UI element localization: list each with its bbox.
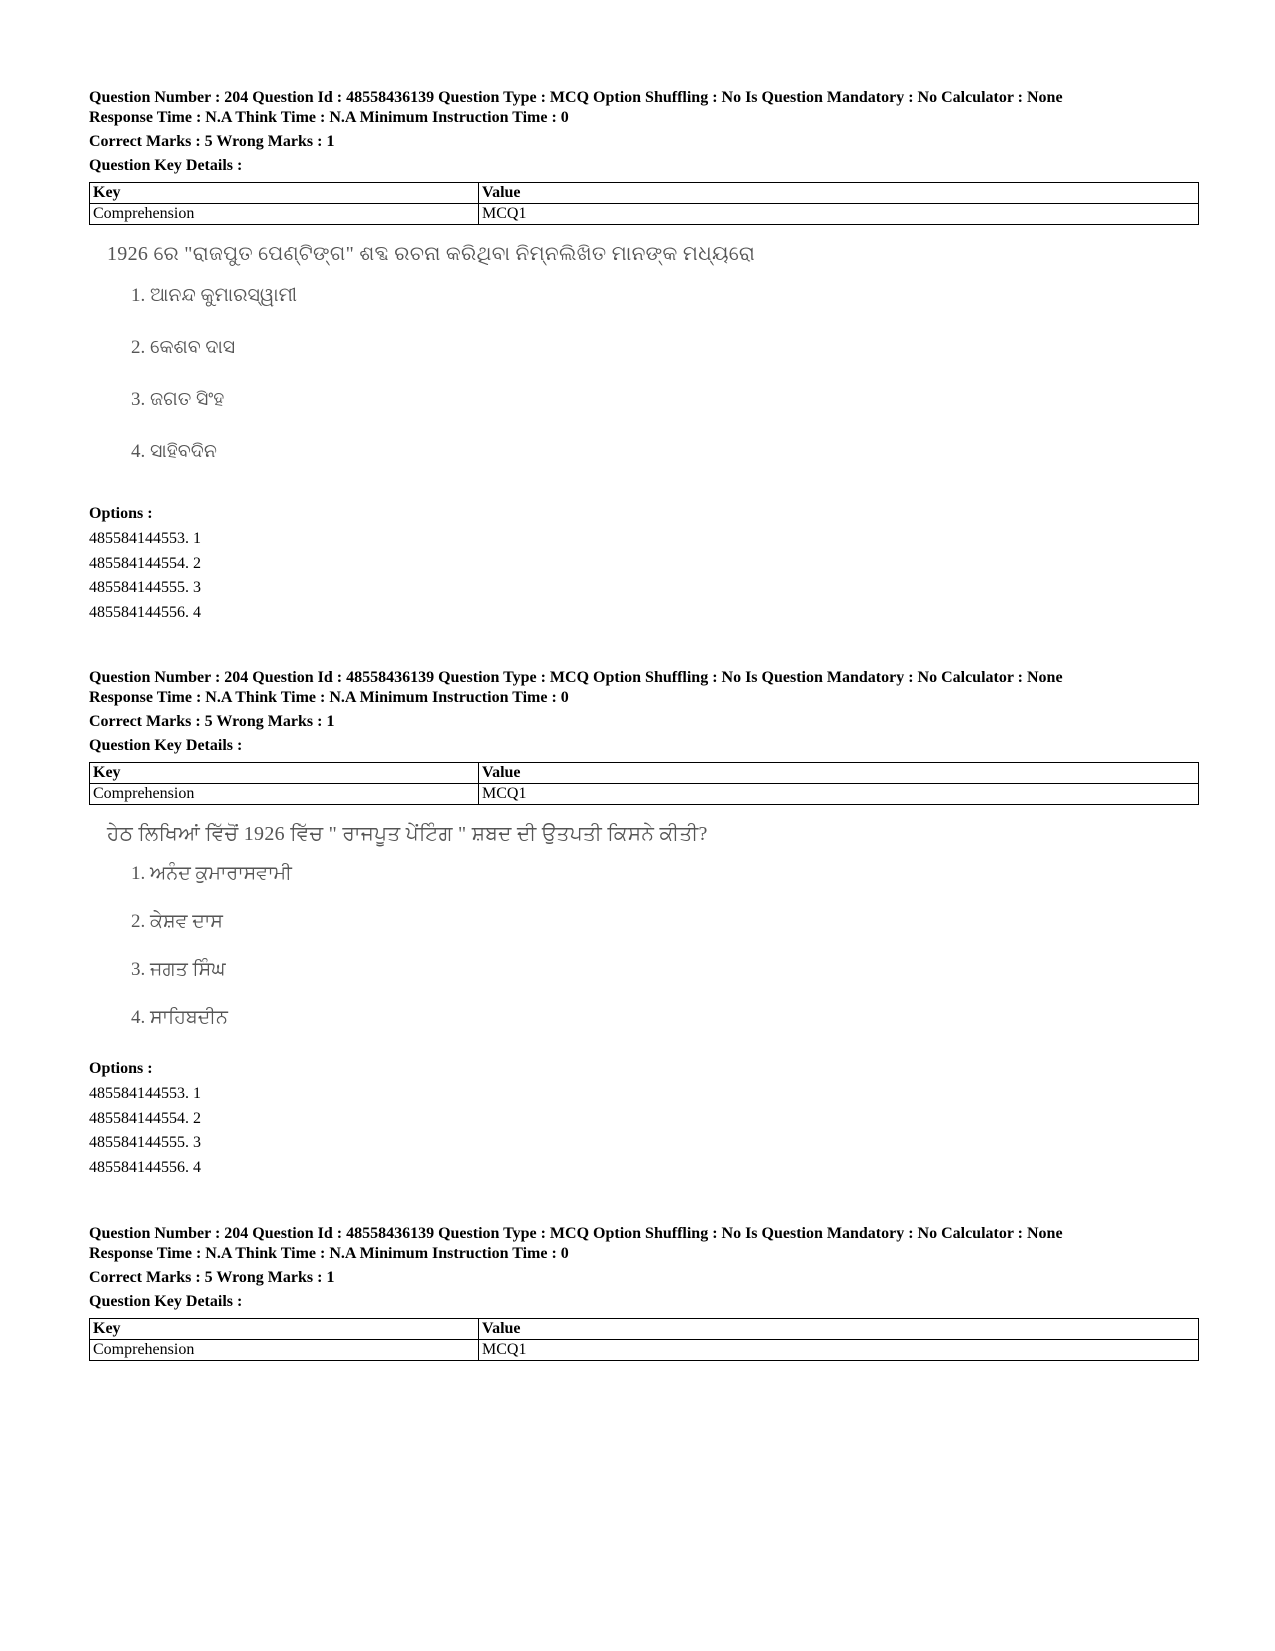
key-details-label: Question Key Details : xyxy=(89,157,243,174)
table-header-value: Value xyxy=(479,183,1199,204)
choice-1: 1. ଆନନ୍ଦ କୁମାରସ୍ୱାମୀ xyxy=(131,285,297,306)
table-header-key: Key xyxy=(90,183,479,204)
choice-3: 3. ଜଗତ ସିଂହ xyxy=(131,389,225,410)
table-row xyxy=(90,1340,1199,1361)
question-header-line2: Response Time : N.A Think Time : N.A Minimum Instruction Time : 0 xyxy=(89,109,569,126)
key-details-label: Question Key Details : xyxy=(89,1293,243,1310)
table-header-value: Value xyxy=(479,763,1199,784)
options-section-2 xyxy=(89,1059,1199,1180)
option-line: 485584144555. 3 xyxy=(89,1134,201,1151)
key-details-table xyxy=(89,762,1199,805)
option-line: 485584144555. 3 xyxy=(89,579,201,596)
option-line: 485584144556. 4 xyxy=(89,603,201,621)
options-label: Options : xyxy=(89,1060,153,1077)
option-line: 485584144554. 2 xyxy=(89,1109,201,1127)
option-line: 485584144556. 4 xyxy=(89,1158,201,1176)
choice-4: 4. ਸਾਹਿਬਦੀਨ xyxy=(131,1007,228,1028)
key-details-table xyxy=(89,1318,1199,1361)
marks-line: Correct Marks : 5 Wrong Marks : 1 xyxy=(89,133,335,150)
key-details-label: Question Key Details : xyxy=(89,737,243,754)
question-header-line1: Question Number : 204 Question Id : 48558436139 Question Type : MCQ Option Shuffling : No Is Question Mandatory : No Calculator : None xyxy=(89,89,1063,106)
question-header-line1: Question Number : 204 Question Id : 48558436139 Question Type : MCQ Option Shuffling : No Is Question Mandatory : No Calculator : None xyxy=(89,1225,1063,1242)
table-cell-value: MCQ1 xyxy=(479,204,1199,225)
question-text: ਹੇਠ ਲਿਖਿਆਂ ਵਿੱਚੋਂ 1926 ਵਿੱਚ " ਰਾਜਪੂਤ ਪੇਂਟਿੰਗ " ਸ਼ਬਦ ਦੀ ਉਤਪਤੀ ਕਿਸਨੇ ਕੀਤੀ? xyxy=(107,823,708,845)
question-image xyxy=(89,823,1199,1047)
marks-line: Correct Marks : 5 Wrong Marks : 1 xyxy=(89,1269,335,1286)
table-cell-value: MCQ1 xyxy=(479,784,1199,805)
table-row xyxy=(90,784,1199,805)
table-header-row xyxy=(90,1319,1199,1340)
question-header-line1: Question Number : 204 Question Id : 48558436139 Question Type : MCQ Option Shuffling : No Is Question Mandatory : No Calculator : None xyxy=(89,669,1063,686)
choice-1: 1. ਅਨੰਦ ਕੁਮਾਰਾਸਵਾਮੀ xyxy=(131,863,292,884)
question-header-line2: Response Time : N.A Think Time : N.A Minimum Instruction Time : 0 xyxy=(89,1245,569,1262)
question-block-1 xyxy=(89,88,1199,481)
choice-3: 3. ਜਗਤ ਸਿੰਘ xyxy=(131,959,226,980)
marks-line: Correct Marks : 5 Wrong Marks : 1 xyxy=(89,713,335,730)
table-header-key: Key xyxy=(90,1319,479,1340)
choice-2: 2. ਕੇਸ਼ਵ ਦਾਸ xyxy=(131,911,223,932)
table-cell-key: Comprehension xyxy=(90,204,479,225)
question-block-3 xyxy=(89,1224,1199,1361)
table-cell-key: Comprehension xyxy=(90,784,479,805)
table-row xyxy=(90,204,1199,225)
option-line: 485584144553. 1 xyxy=(89,530,201,547)
choice-2: 2. କେଶବ ଦାସ xyxy=(131,337,236,358)
table-header-value: Value xyxy=(479,1319,1199,1340)
option-line: 485584144553. 1 xyxy=(89,1085,201,1102)
table-header-row xyxy=(90,183,1199,204)
table-header-row xyxy=(90,763,1199,784)
question-header-line2: Response Time : N.A Think Time : N.A Minimum Instruction Time : 0 xyxy=(89,689,569,706)
options-label: Options : xyxy=(89,505,153,522)
table-cell-value: MCQ1 xyxy=(479,1340,1199,1361)
question-text: 1926 ରେ "ରାଜପୁତ ପେଣ୍ଟିଙ୍ଗ" ଶବ୍ଦ ରଚନା କରିଥିବା ନିମ୍ନଲିଖିତ ମାନଙ୍କ ମଧ୍ୟରୋ xyxy=(107,243,756,265)
key-details-table xyxy=(89,182,1199,225)
option-line: 485584144554. 2 xyxy=(89,554,201,572)
choice-4: 4. ସାହିବଦିନ xyxy=(131,441,217,462)
table-cell-key: Comprehension xyxy=(90,1340,479,1361)
table-header-key: Key xyxy=(90,763,479,784)
question-block-2 xyxy=(89,668,1199,1047)
question-image xyxy=(89,243,1199,481)
options-section-1 xyxy=(89,504,1199,625)
